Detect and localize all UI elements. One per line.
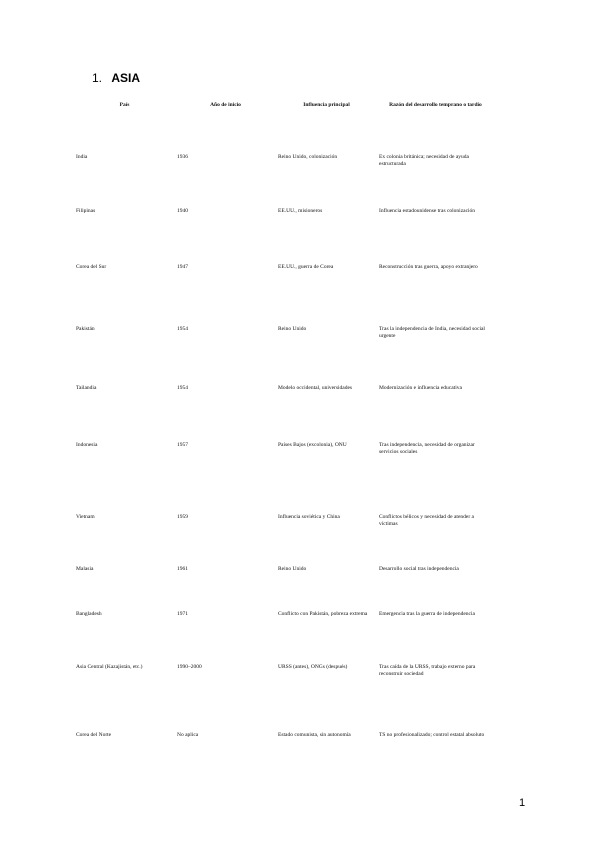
table-row	[74, 383, 494, 440]
cell-start-year: No aplica	[177, 732, 199, 738]
cell-reason: Modernización e influencia educativa	[379, 385, 462, 391]
cell-country: Filipinas	[76, 208, 96, 214]
cell-main-influence: EE.UU., misioneros	[278, 208, 323, 214]
header-main-influence: Influencia principal	[303, 102, 350, 108]
section-number: 1.	[92, 71, 103, 85]
cell-country: Indonesia	[76, 442, 98, 448]
table-row	[74, 662, 494, 730]
cell-reason: Tras caída de la URSS, trabajo externo para reconstruir sociedad	[379, 664, 476, 677]
table-row	[74, 730, 494, 790]
table-row	[74, 262, 494, 324]
cell-start-year: 1990–2000	[177, 664, 202, 670]
cell-start-year: 1961	[177, 566, 188, 572]
section-title: ASIA	[111, 71, 141, 85]
cell-main-influence: Reino Unido	[278, 566, 307, 572]
cell-reason: Conflictos bélicos y necesidad de atender a víctimas	[379, 514, 474, 527]
table-header-row	[74, 100, 494, 152]
cell-country: India	[76, 154, 88, 160]
cell-reason: Reconstrucción tras guerra, apoyo extranjero	[379, 264, 478, 270]
cell-main-influence: Conflicto con Pakistán, pobreza extrema	[278, 611, 368, 617]
table-row	[74, 512, 494, 564]
table-row	[74, 440, 494, 512]
cell-country: Corea del Norte	[76, 732, 112, 738]
cell-main-influence: EE.UU., guerra de Corea	[278, 264, 334, 270]
cell-reason: Tras la independencia de India, necesidad social urgente	[379, 326, 485, 339]
cell-start-year: 1971	[177, 611, 188, 617]
countries-table	[74, 100, 494, 790]
header-start-year: Año de inicio	[210, 102, 241, 108]
cell-main-influence: Países Bajos (excolonia), ONU	[278, 442, 347, 448]
page-number: 1	[519, 797, 526, 809]
cell-reason: Emergencia tras la guerra de independencia	[379, 611, 475, 617]
cell-start-year: 1954	[177, 385, 188, 391]
cell-main-influence: Reino Unido, colonización	[278, 154, 338, 160]
cell-reason: Ex colonia británica; necesidad de ayuda estructurada	[379, 154, 469, 167]
cell-start-year: 1954	[177, 326, 188, 332]
cell-reason: Desarrollo social tras independencia	[379, 566, 459, 572]
cell-main-influence: Modelo occidental, universidades	[278, 385, 353, 391]
cell-country: Bangladesh	[76, 611, 102, 617]
cell-reason: TS no profesionalizado; control estatal absoluto	[379, 732, 485, 738]
cell-country: Vietnam	[76, 514, 95, 520]
cell-start-year: 1947	[177, 264, 188, 270]
cell-reason: Influencia estadounidense tras colonización	[379, 208, 476, 214]
cell-start-year: 1940	[177, 208, 188, 214]
table-row	[74, 564, 494, 609]
cell-country: Malasia	[76, 566, 94, 572]
cell-country: Pakistán	[76, 326, 95, 332]
cell-start-year: 1957	[177, 442, 188, 448]
cell-start-year: 1959	[177, 514, 188, 520]
cell-country: Tailandia	[76, 385, 97, 391]
cell-main-influence: Reino Unido	[278, 326, 307, 332]
cell-start-year: 1936	[177, 154, 188, 160]
table-row	[74, 609, 494, 662]
header-reason: Razón del desarrollo temprano o tardío	[389, 102, 482, 108]
cell-main-influence: Influencia soviética y China	[278, 514, 340, 520]
cell-main-influence: Estado comunista, sin autonomía	[278, 732, 351, 738]
table-row	[74, 324, 494, 383]
cell-main-influence: URSS (antes), ONGs (después)	[278, 664, 348, 670]
table-row	[74, 206, 494, 262]
header-country: País	[119, 102, 130, 108]
section-heading	[92, 71, 140, 85]
cell-country: Corea del Sur	[76, 264, 107, 270]
table-row	[74, 152, 494, 206]
cell-country: Asia Central (Kazajistán, etc.)	[76, 664, 143, 670]
cell-reason: Tras independencia, necesidad de organizar servicios sociales	[379, 442, 475, 455]
